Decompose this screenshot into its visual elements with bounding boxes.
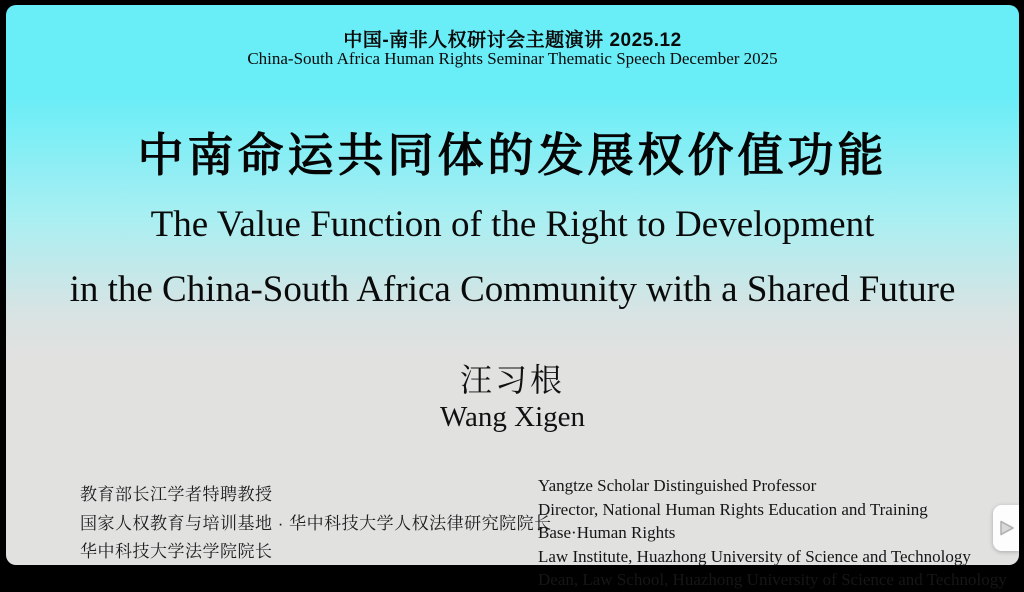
credential-en-line: Director, National Human Rights Education and Training Base·Human Rights (538, 499, 928, 542)
author-name-en: Wang Xigen (439, 401, 586, 433)
credential-cn-line: 国家人权教育与培训基地 · 华中科技大学人权法律研究院院长 (80, 513, 552, 533)
slide-title-en-line1: The Value Function of the Right to Development (150, 204, 875, 245)
seminar-header-cn: 中国-南非人权研讨会主题演讲 2025.12 (343, 30, 682, 51)
slide-title-en-line2: in the China-South Africa Community with a Shared Future (69, 269, 956, 310)
credential-en-line: Yangtze Scholar Distinguished Professor (538, 476, 817, 495)
credential-cn-line: 教育部长江学者特聘教授 (80, 485, 273, 504)
slide-title-cn: 中南命运共同体的发展权价值功能 (137, 129, 888, 181)
play-icon (993, 518, 1016, 538)
credentials-en-block (538, 474, 1019, 592)
author-name-cn: 汪习根 (459, 362, 565, 398)
play-next-button[interactable] (993, 505, 1019, 551)
credential-en-line: Law Institute, Huazhong University of Science and Technology (538, 546, 971, 566)
credential-cn-line: 华中科技大学法学院院长 (80, 542, 273, 561)
credentials-cn-block (80, 481, 552, 567)
presentation-slide (6, 5, 1019, 589)
credential-en-line: Dean, Law School, Huazhong University of Science and Technology (538, 570, 1007, 589)
seminar-header-en: China-South Africa Human Rights Seminar Thematic Speech December 2025 (247, 49, 778, 68)
